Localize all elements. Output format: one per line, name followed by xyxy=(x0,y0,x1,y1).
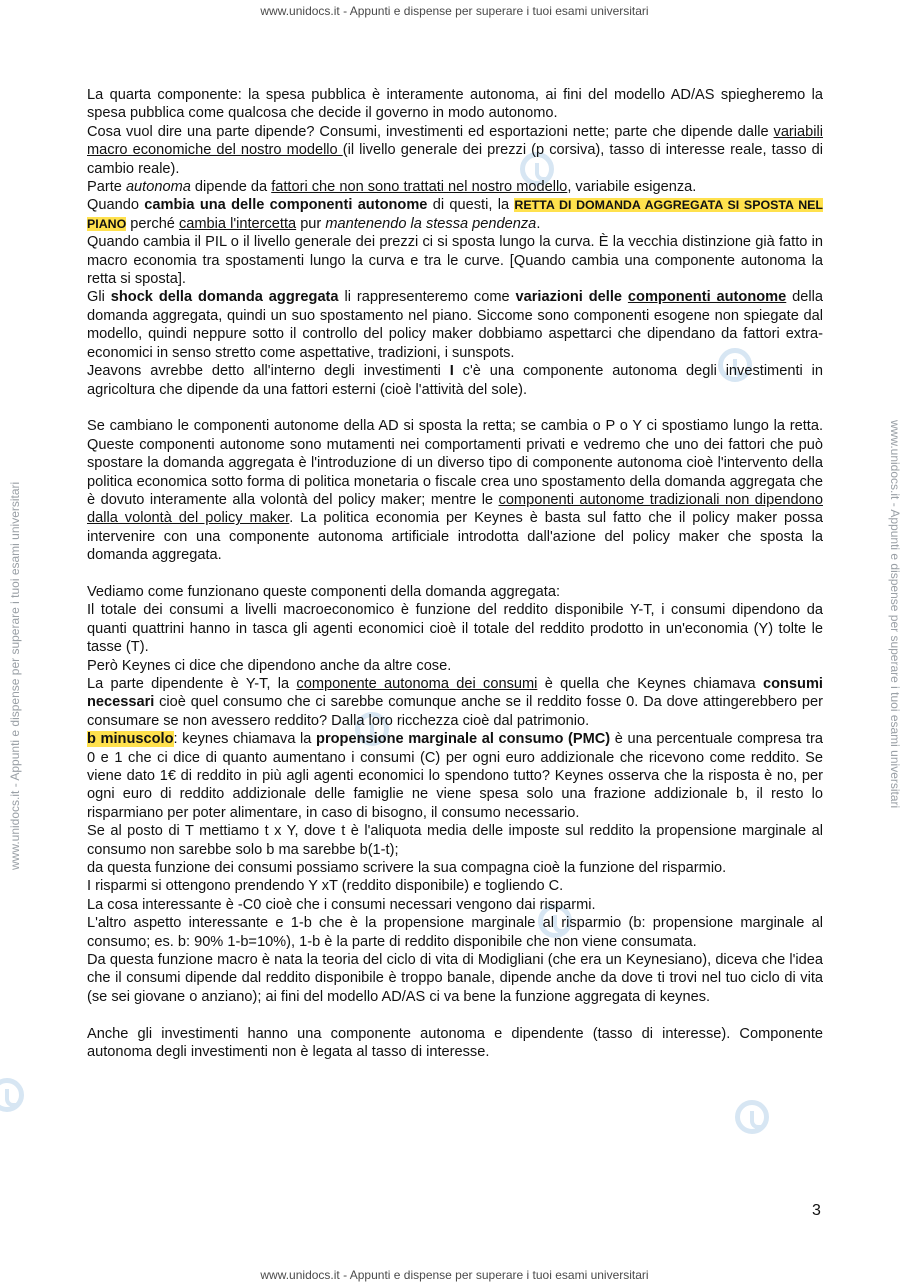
side-watermark-left: www.unidocs.it - Appunti e dispense per superare i tuoi esami universitari xyxy=(8,481,22,870)
paragraph: Quando cambia una delle componenti autonome di questi, la RETTA DI DOMANDA AGGREGATA SI SPOSTA NEL PIANO perché cambia l'intercetta pur mantenendo la stessa pendenza. xyxy=(87,197,823,232)
paragraph: La parte dipendente è Y-T, la componente autonoma dei consumi è quella che Keynes chiamava consumi necessari cioè quel consumo che ci sarebbe comunque anche se il reddito fosse 0. Da dove attingerebbero per consumare se non avessero reddito? Dalla loro ricchezza cioè dal patrimonio. xyxy=(87,675,823,729)
paragraph: I risparmi si ottengono prendendo Y xT (reddito disponibile) e togliendo C. xyxy=(87,878,564,895)
highlighted-text: RETTA DI DOMANDA AGGREGATA SI SPOSTA NEL PIANO xyxy=(87,198,823,231)
paragraph: Da questa funzione macro è nata la teoria del ciclo di vita di Modigliani (che era un Keynesiano), diceva che l'idea che il consumi dipende dal reddito disponibile è troppo banale, dipende anche da dove ti trovi nel tuo ciclo di vita (se sei giovane o anziano); ai fini del modello AD/AS ci va bene la funzione aggregata di keynes. xyxy=(87,952,823,1005)
paragraph: Vediamo come funzionano queste componenti della domanda aggregata: xyxy=(87,583,561,600)
paragraph: La cosa interessante è -C0 cioè che i consumi necessari vengono dai risparmi. xyxy=(87,896,596,913)
watermark-logo-icon xyxy=(735,1100,769,1134)
paragraph: L'altro aspetto interessante e 1-b che è la propensione marginale al risparmio (b: propensione marginale al consumo; es. b: 90% 1-b=10%), 1-b è la parte di reddito disponibile che non viene consumata. xyxy=(87,915,823,950)
document-body xyxy=(87,86,823,1061)
paragraph: La quarta componente: la spesa pubblica è interamente autonoma, ai fini del modello AD/AS spiegheremo la spesa pubblica come qualcosa che decide il governo in modo autonomo. xyxy=(87,87,823,122)
paragraph: Parte autonoma dipende da fattori che non sono trattati nel nostro modello, variabile esigenza. xyxy=(87,179,697,196)
paragraph: Se al posto di T mettiamo t x Y, dove t è l'aliquota media delle imposte sul reddito la propensione marginale al consumo non sarebbe solo b ma sarebbe b(1-t); xyxy=(87,823,823,858)
paragraph: Jeavons avrebbe detto all'interno degli investimenti I c'è una componente autonoma degli investimenti in agricoltura che dipende da una fattori esterni (cioè l'attività del sole). xyxy=(87,363,823,398)
paragraph: Anche gli investimenti hanno una componente autonoma e dipendente (tasso di interesse). Componente autonoma degli investimenti non è legata al tasso di interesse. xyxy=(87,1025,823,1061)
page-number: 3 xyxy=(812,1202,821,1219)
paragraph: Quando cambia il PIL o il livello generale dei prezzi ci si sposta lungo la curva. È la vecchia distinzione già fatto in macro economia tra spostamenti lungo la curva e tra le curve. [Quando cambia una componente autonoma la retta si sposta]. xyxy=(87,234,823,288)
paragraph: Il totale dei consumi a livelli macroeconomico è funzione del reddito disponibile Y-T, i consumi dipendono da quanti quattrini hanno in tasca gli agenti economici cioè il totale del reddito prodotto in un'economia (Y) tolte le tasse (T). xyxy=(87,602,823,656)
paragraph: da questa funzione dei consumi possiamo scrivere la sua compagna cioè la funzione del risparmio. xyxy=(87,860,727,877)
paragraph: Se cambiano le componenti autonome della AD si sposta la retta; se cambia o P o Y ci spostiamo lungo la retta. Queste componenti autonome sono mutamenti nei comportamenti privati e vedremo che uno dei fattori che può spostare la domanda aggregata è l'introduzione di un diverso tipo di componente autonoma cioè l'intervento della politica economica sotto forma di politica monetaria o fiscale crea uno spostamento della domanda aggregata che è dovuto interamente alla volontà del policy maker; mentre le componenti autonome tradizionali non dipendono dalla volontà del policy maker. La politica economia per Keynes è basta sul fatto che il policy maker possa intervenire con una componente autonoma artificiale introdotta dall'azione del policy maker che sposta la domanda aggregata. xyxy=(87,418,823,564)
paragraph: b minuscolo: keynes chiamava la propensione marginale al consumo (PMC) è una percentuale compresa tra 0 e 1 che ci dice di quanto aumentano i consumi (C) per ogni euro addizionale che ricevono come reddito. Se viene dato 1€ di reddito in più agli agenti economici lo spendono tutto? Keynes osserva che la risposta è no, per ogni euro di reddito addizionale delle famiglie ne viene spesa solo una frazione addizionale b, il resto lo risparmiano per poter alimentare, in caso di bisogno, il consumo necessario. xyxy=(87,731,823,821)
paragraph: Gli shock della domanda aggregata li rappresenteremo come variazioni delle componenti autonome della domanda aggregata, quindi un suo spostamento nel piano. Siccome sono componenti esogene non spiegate dal modello, quindi neppure sotto il controllo del policy maker dobbiamo aspettarci che dipendano da fattori extra-economici in senso stretto come aspettative, tradizioni, i sunspots. xyxy=(87,289,824,361)
paragraph: Però Keynes ci dice che dipendono anche da altre cose. xyxy=(87,657,452,674)
page-header: www.unidocs.it - Appunti e dispense per superare i tuoi esami universitari xyxy=(260,4,649,18)
page-footer: www.unidocs.it - Appunti e dispense per superare i tuoi esami universitari xyxy=(260,1268,649,1282)
side-watermark-right: www.unidocs.it - Appunti e dispense per superare i tuoi esami universitari xyxy=(888,420,902,809)
paragraph: Cosa vuol dire una parte dipende? Consumi, investimenti ed esportazioni nette; parte che dipende dalle variabili macro economiche del nostro modello (il livello generale dei prezzi (p corsiva), tasso di interesse reale, tasso di cambio reale). xyxy=(87,123,823,177)
highlighted-text: b minuscolo xyxy=(87,731,174,748)
watermark-logo-icon xyxy=(0,1078,24,1112)
